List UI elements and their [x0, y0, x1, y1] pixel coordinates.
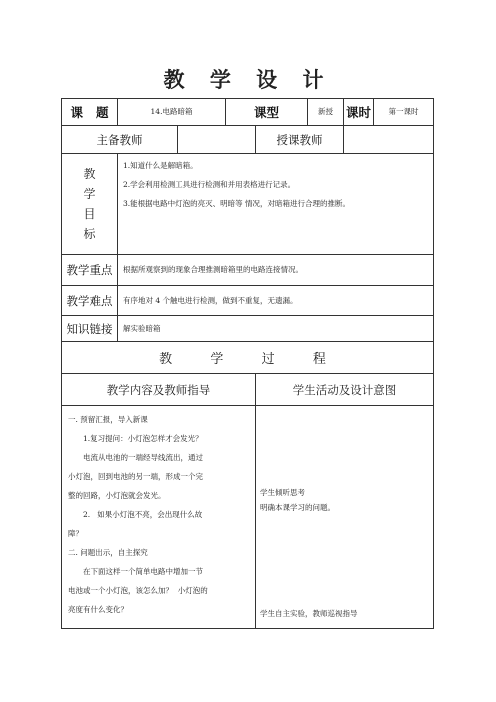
process-title-row	[62, 342, 434, 374]
process-title: 教 学 过 程	[62, 342, 434, 374]
type-value: 新授	[308, 99, 344, 126]
process-line: 亮度有什么变化？	[68, 605, 128, 614]
process-line: 整的回路，小灯泡就会发光。	[68, 491, 166, 500]
lead-teacher-label: 主备教师	[62, 126, 178, 154]
knowledge-row	[62, 316, 434, 342]
goals-label-char: 标	[83, 227, 96, 241]
difficulty-text: 有序地对 4 个触电进行检测，做到不重复，无遗漏。	[118, 286, 434, 316]
student-note-1	[260, 485, 335, 515]
goals-content	[118, 154, 434, 255]
goal-item: 3.能根据电路中灯泡的亮灭、明暗等 情况，对暗箱进行合理的推断。	[123, 199, 351, 208]
process-line: 电池或一个小灯泡，该怎么加？ 小灯泡的	[68, 586, 208, 595]
student-note-line: 学生倾听思考	[260, 488, 305, 497]
key-point-row	[62, 255, 434, 286]
process-content-row	[62, 406, 434, 629]
goals-label-char: 教	[83, 167, 96, 181]
process-column-headers	[62, 374, 434, 406]
lead-teacher-value	[178, 126, 256, 154]
teaching-teacher-label: 授课教师	[256, 126, 344, 154]
process-col-right-header: 学生活动及设计意图	[256, 374, 434, 406]
period-label: 课时	[344, 99, 374, 126]
knowledge-text: 解实验暗箱	[118, 316, 434, 342]
header-row-topic	[62, 99, 434, 126]
process-line: 1.复习提问：小灯泡怎样才会发光？	[83, 434, 203, 443]
knowledge-label: 知识链接	[62, 316, 118, 342]
process-line: 二. 问题出示，自主探究	[68, 548, 148, 557]
process-line: 电流从电池的一端经导线流出，通过	[83, 453, 203, 462]
goals-label-char: 学	[83, 187, 96, 201]
goals-label	[62, 154, 118, 255]
header-row-teachers	[62, 126, 434, 154]
process-line: 一. 预留汇报，导入新课	[68, 415, 148, 424]
topic-value: 14.电路暗箱	[118, 99, 226, 126]
type-label: 课型	[226, 99, 308, 126]
difficulty-row	[62, 286, 434, 316]
student-note-line: 明确本课学习的问题。	[260, 503, 335, 512]
process-line: 小灯泡，回到电池的另一端，形成一个完	[68, 472, 203, 481]
student-note-2: 学生自主实验，教师巡视指导	[260, 609, 358, 618]
process-line: 障？	[68, 529, 83, 538]
goal-item: 1.知道什么是解暗箱。	[123, 161, 198, 170]
difficulty-label: 教学难点	[62, 286, 118, 316]
process-line: 在下面这样一个简单电路中增加一节	[83, 567, 203, 576]
key-point-text: 根据所观察到的现象合理推测暗箱里的电路连接情况。	[118, 255, 434, 286]
process-teacher-content	[62, 406, 256, 629]
goals-label-char: 目	[83, 207, 96, 221]
goal-item: 2.学会利用检测工具进行检测和并用表格进行记录。	[123, 180, 296, 189]
process-student-activity	[256, 406, 434, 629]
period-value: 第一课时	[374, 99, 434, 126]
process-col-left-header: 教学内容及教师指导	[62, 374, 256, 406]
teaching-teacher-value	[344, 126, 434, 154]
topic-label: 课 题	[62, 99, 118, 126]
process-line: 2. 如果小灯泡不亮，会出现什么故	[83, 510, 203, 519]
lesson-plan-table	[61, 98, 434, 629]
key-point-label: 教学重点	[62, 255, 118, 286]
goals-row	[62, 154, 434, 255]
document-title: 教 学 设 计	[163, 68, 333, 92]
